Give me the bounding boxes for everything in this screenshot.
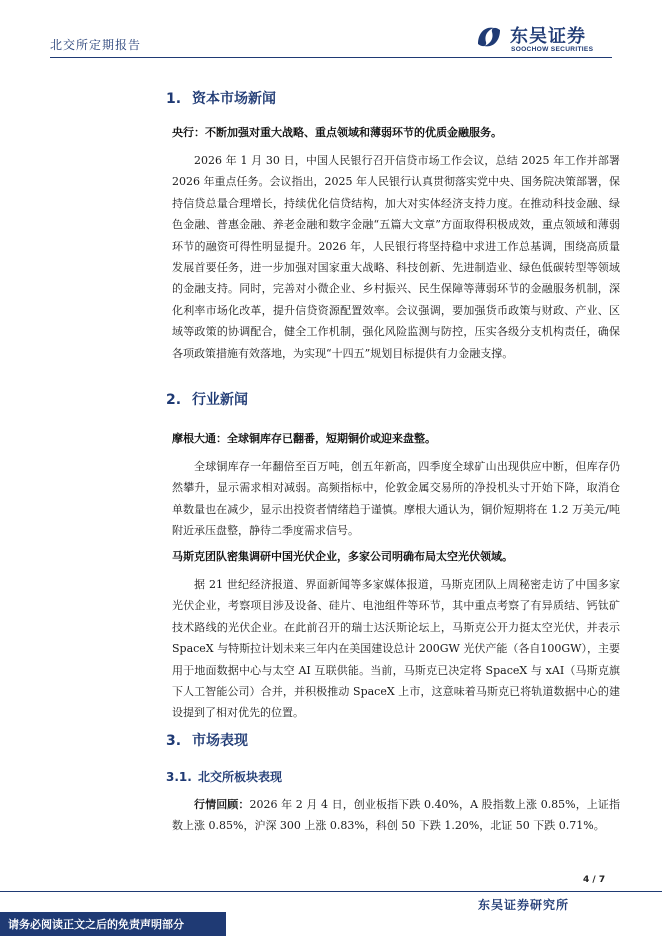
subsection-3-1-title: 北交所板块表现 (198, 770, 283, 784)
section-2-number: 2. (166, 392, 182, 408)
section-2-heading (166, 389, 248, 409)
market-review-paragraph (172, 794, 620, 837)
section-3-title: 市场表现 (192, 733, 248, 749)
section-1-body: 2026 年 1 月 30 日，中国人民银行召开信贷市场工作会议，总结 2025 年工作并部署 2026 年重点任务。会议指出，2025 年人民银行认真贯彻落实党中央、国务院决策部署，保持信贷总量合理增长，持续优化信贷结构，加大对实体经济支持力度。在推动科技金融、绿色金融、普惠金融、养老金融和数字金融“五篇大文章”方面取得积极成效，重点领域和薄弱环节的融资可得性明显提升。2026 年，人民银行将坚持稳中求进工作总基调，围绕高质量发展首要任务，进一步加强对国家重大战略、科技创新、先进制造业、绿色低碳转型等领域的金融支持。同时，完善对小微企业、乡村振兴、民生保障等薄弱环节的金融服务机制，深化利率市场化改革，提升信贷资源配置效率。会议强调，要加强货币政策与财政、产业、区域等政策的协调配合，健全工作机制，强化风险监测与防控，压实各级分支机构责任，确保各项政策措施有效落地，为实现“十四五”规划目标提供有力金融支撑。 (172, 154, 620, 360)
news-2-body: 据 21 世纪经济报道、界面新闻等多家媒体报道，马斯克团队上周秘密走访了中国多家光伏企业，考察项目涉及设备、硅片、电池组件等环节，其中重点考察了有异质结、钙钛矿技术路线的光伏企业。在此前召开的瑞士达沃斯论坛上，马斯克公开力挺太空光伏，并表示 SpaceX 与特斯拉计划未来三年内在美国建设总计 200GW 光伏产能（各自100GW），主要用于地面数据中心与太空 AI 互联供能。当前，马斯克已决定将 SpaceX 与 xAI（马斯克旗下人工智能公司）合并，并积极推动 SpaceX 上市，这意味着马斯克已将轨道数据中心的建设提到了相对优先的位置。 (172, 578, 620, 720)
news-1-body: 全球铜库存一年翻倍至百万吨，创五年新高，四季度全球矿山出现供应中断，但库存仍然攀升，显示需求相对减弱。高频指标中，伦敦金属交易所的净投机头寸开始下降，取消仓单数量也在减少，显示出投资者情绪趋于谨慎。摩根大通认为，铜价短期将在 1.2 万美元/吨附近承压盘整，静待二季度需求信号。 (172, 460, 620, 538)
company-logo (474, 22, 614, 56)
footer-brand: 东吴证券研究所 (478, 898, 570, 912)
section-1-title: 资本市场新闻 (192, 91, 276, 107)
section-3-number: 3. (166, 733, 182, 749)
footer-divider (0, 891, 662, 892)
market-review-label: 行情回顾： (194, 798, 250, 811)
section-1-lead: 央行：不断加强对重大战略、重点领域和薄弱环节的优质金融服务。 (172, 126, 502, 139)
logo-english-name: SOOCHOW SECURITIES (511, 46, 594, 53)
subsection-3-1-heading (166, 768, 282, 785)
soochow-logo-icon (474, 22, 504, 52)
page-number: 4 / 7 (583, 875, 606, 885)
market-review-body: 2026 年 2 月 4 日，创业板指下跌 0.40%，A 股指数上涨 0.85%，上证指数上涨 0.85%，沪深 300 上涨 0.83%，科创 50 下跌 1.20%，北证 50 下跌 0.71%。 (172, 798, 621, 833)
news-1-lead: 摩根大通：全球铜库存已翻番，短期铜价或迎来盘整。 (172, 432, 436, 445)
section-2-title: 行业新闻 (192, 392, 248, 408)
section-1-number: 1. (166, 91, 182, 107)
section-1-heading (166, 88, 276, 108)
logo-chinese-name: 东吴证券 (510, 26, 586, 47)
page-header (0, 0, 662, 64)
subsection-3-1-number: 3.1. (166, 770, 192, 784)
disclaimer-banner (0, 912, 226, 936)
report-type-label: 北交所定期报告 (50, 38, 142, 52)
news-2-lead: 马斯克团队密集调研中国光伏企业，多家公司明确布局太空光伏领域。 (172, 550, 513, 563)
header-divider (50, 57, 612, 58)
section-3-heading (166, 730, 248, 750)
disclaimer-text: 请务必阅读正文之后的免责声明部分 (8, 918, 184, 931)
